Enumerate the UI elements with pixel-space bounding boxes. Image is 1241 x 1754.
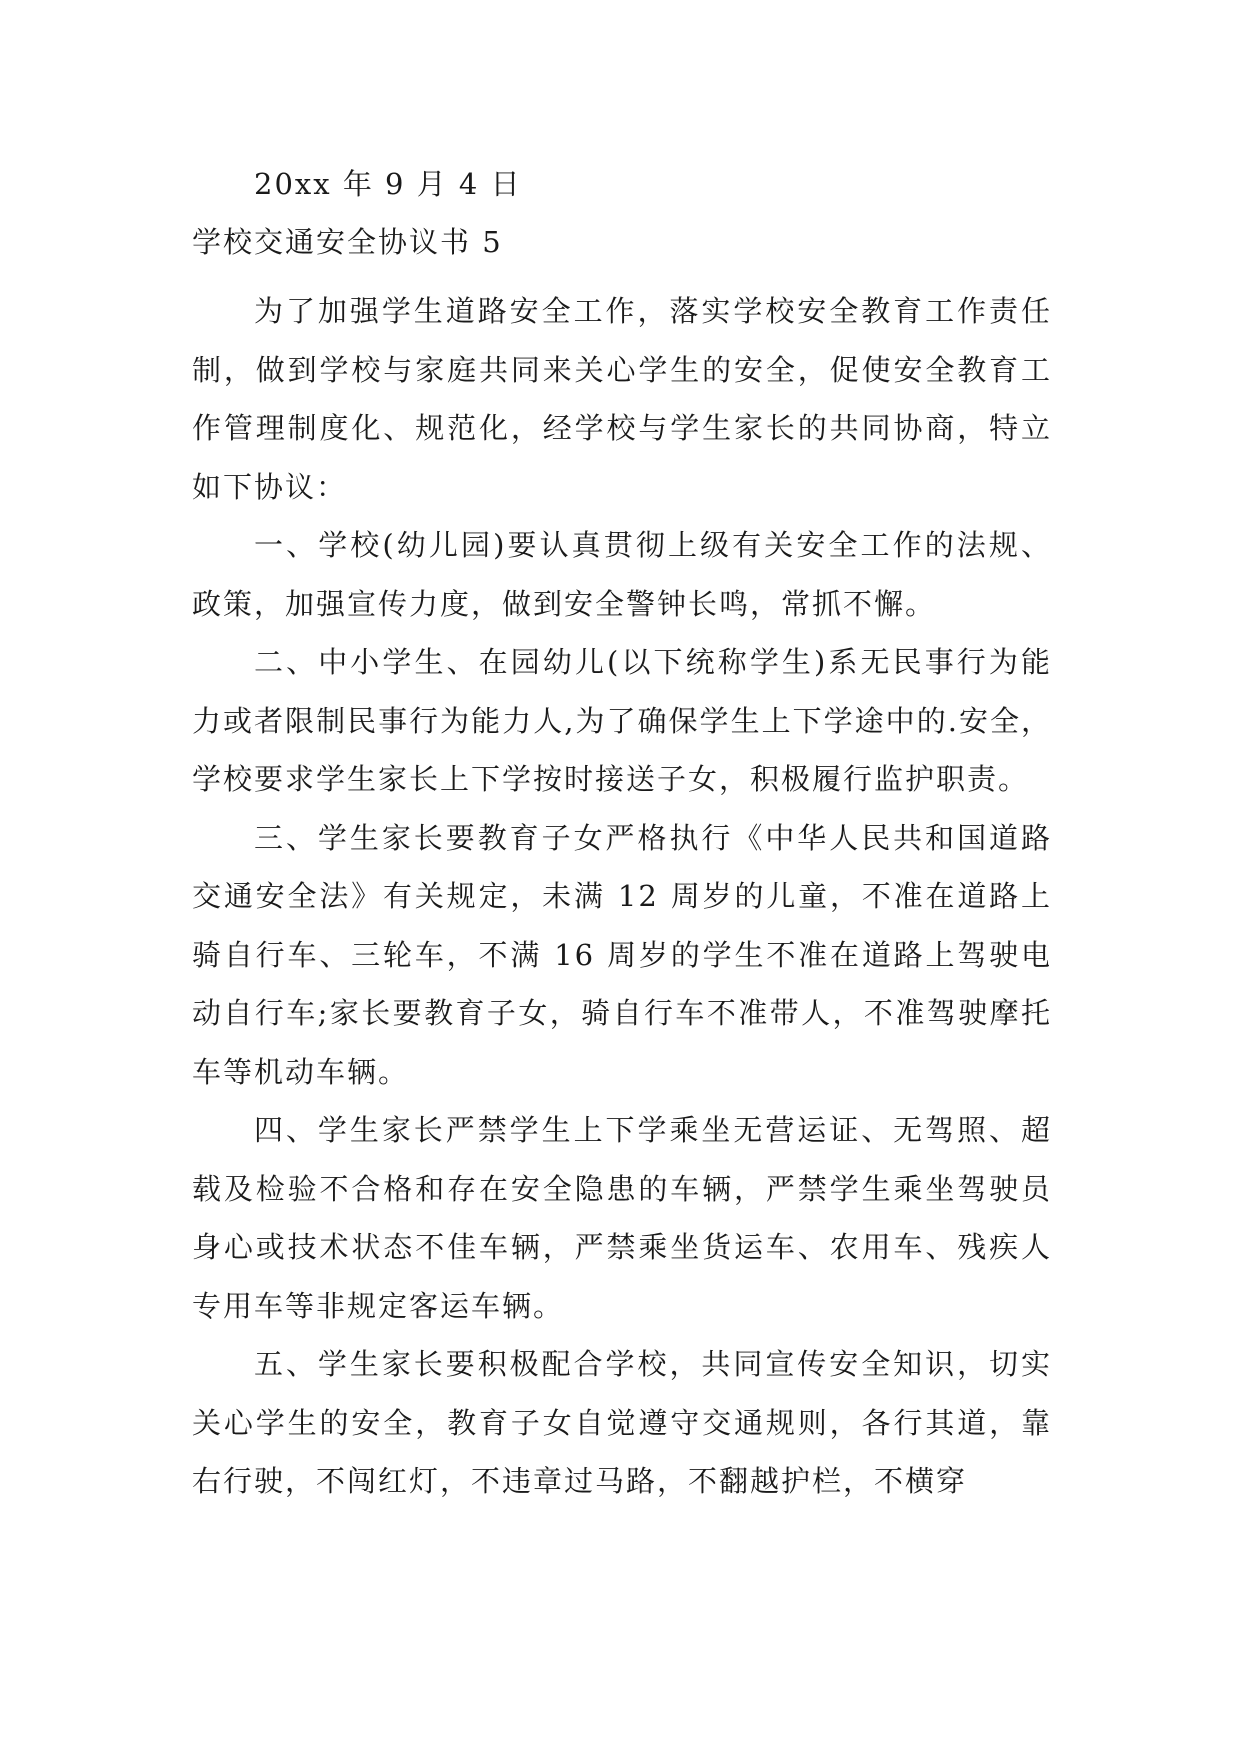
paragraph-clause-1: 一、学校(幼儿园)要认真贯彻上级有关安全工作的法规、政策，加强宣传力度，做到安全警钟长鸣，常抓不懈。 bbox=[192, 528, 1052, 621]
document-date: 20xx 年 9 月 4 日 bbox=[254, 167, 522, 201]
paragraph-clause-3: 三、学生家长要教育子女严格执行《中华人民共和国道路交通安全法》有关规定，未满 12 周岁的儿童，不准在道路上骑自行车、三轮车，不满 16 周岁的学生不准在道路上驾驶电动自行车;家长要教育子女，骑自行车不准带人，不准驾驶摩托车等机动车辆。 bbox=[192, 820, 1052, 1089]
document-body bbox=[192, 160, 1052, 1511]
paragraph-clause-4: 四、学生家长严禁学生上下学乘坐无营运证、无驾照、超载及检验不合格和存在安全隐患的车辆，严禁学生乘坐驾驶员身心或技术状态不佳车辆，严禁乘坐货运车、农用车、残疾人专用车等非规定客运车辆。 bbox=[192, 1113, 1052, 1323]
document-title: 学校交通安全协议书 5 bbox=[192, 225, 503, 259]
paragraph-clause-2: 二、中小学生、在园幼儿(以下统称学生)系无民事行为能力或者限制民事行为能力人,为了确保学生上下学途中的.安全，学校要求学生家长上下学按时接送子女，积极履行监护职责。 bbox=[192, 645, 1052, 796]
paragraph-clause-5: 五、学生家长要积极配合学校，共同宣传安全知识，切实关心学生的安全，教育子女自觉遵守交通规则，各行其道，靠右行驶，不闯红灯，不违章过马路，不翻越护栏，不横穿 bbox=[192, 1347, 1052, 1498]
paragraph-intro: 为了加强学生道路安全工作，落实学校安全教育工作责任制，做到学校与家庭共同来关心学生的安全，促使安全教育工作管理制度化、规范化，经学校与学生家长的共同协商，特立如下协议： bbox=[192, 294, 1052, 504]
